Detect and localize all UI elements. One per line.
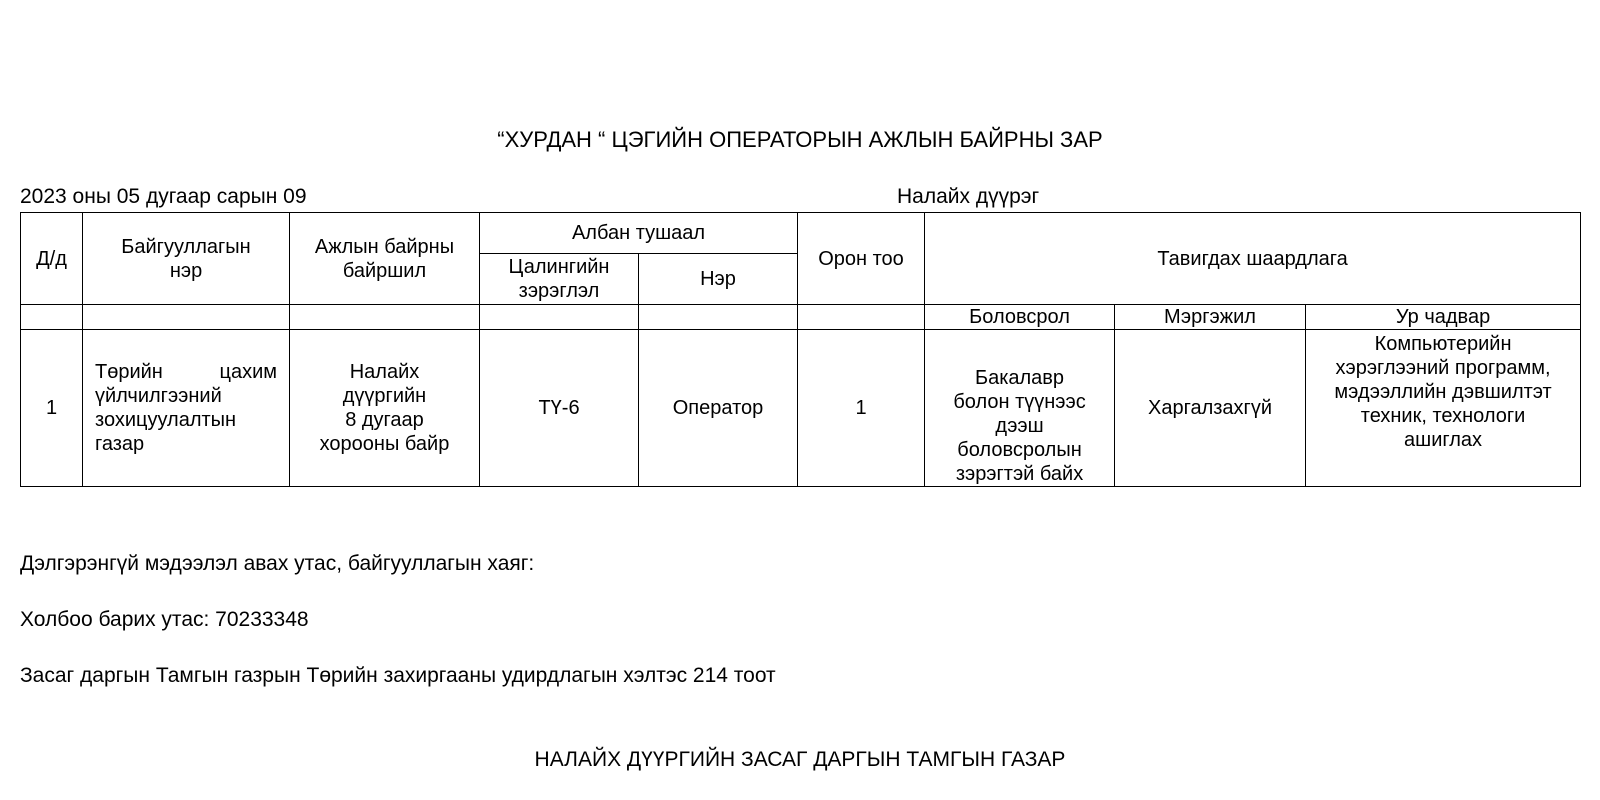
cell-education-line: болон түүнээс xyxy=(953,391,1086,413)
cell-education-line: дээш xyxy=(995,415,1044,437)
cell-profession: Харгалзахгүй xyxy=(1115,330,1306,487)
job-table xyxy=(20,212,1581,487)
header-org-name-line: Байгууллагын xyxy=(121,235,251,258)
document-date: 2023 оны 05 дугаар сарын 09 xyxy=(20,185,307,208)
header-index: Д/д xyxy=(21,213,83,305)
cell-index: 1 xyxy=(21,330,83,487)
cell-skills-line: хэрэглээний программ, xyxy=(1335,357,1551,379)
header-profession: Мэргэжил xyxy=(1115,305,1306,330)
contact-info-heading: Дэлгэрэнгүй мэдээлэл авах утас, байгууллагын хаяг: xyxy=(20,552,535,575)
cell-salary-grade: ТҮ-6 xyxy=(480,330,639,487)
issuing-organization: НАЛАЙХ ДҮҮРГИЙН ЗАСАГ ДАРГЫН ТАМГЫН ГАЗАР xyxy=(534,748,1066,771)
header-location xyxy=(290,213,480,305)
cell-location xyxy=(290,330,480,487)
empty-cell xyxy=(798,305,925,330)
cell-skills-line: мэдээллийн дэвшилтэт xyxy=(1334,381,1552,403)
cell-org-name-line: Төрийн цахим xyxy=(95,361,277,383)
cell-skills-line: Компьютерийн xyxy=(1374,333,1512,355)
empty-cell xyxy=(21,305,83,330)
cell-location-line: дүүргийн xyxy=(342,385,427,407)
cell-org-name-line: үйлчилгээний xyxy=(95,385,222,407)
table-row xyxy=(21,330,1581,487)
header-location-line: Ажлын байрны xyxy=(314,235,455,258)
header-education: Боловсрол xyxy=(925,305,1115,330)
cell-location-line: хорооны байр xyxy=(319,433,450,455)
cell-location-line: 8 дугаар xyxy=(345,409,424,431)
cell-org-name-line: зохицуулалтын xyxy=(95,409,237,431)
cell-org-name xyxy=(83,330,290,487)
header-position-name: Нэр xyxy=(639,254,798,305)
cell-education-line: боловсролын xyxy=(957,439,1082,461)
header-org-name xyxy=(83,213,290,305)
cell-skills xyxy=(1306,330,1581,487)
header-count: Орон тоо xyxy=(798,213,925,305)
header-position: Албан тушаал xyxy=(480,213,798,254)
cell-count: 1 xyxy=(798,330,925,487)
cell-skills-line: техник, технологи xyxy=(1360,405,1526,427)
cell-skills-line: ашиглах xyxy=(1404,429,1483,451)
contact-phone: Холбоо барих утас: 70233348 xyxy=(20,608,309,631)
cell-education xyxy=(925,330,1115,487)
header-row-1 xyxy=(21,213,1581,254)
cell-education-line: Бакалавр xyxy=(974,367,1065,389)
header-salary-grade-line: зэрэглэл xyxy=(518,280,600,302)
header-salary-grade-line: Цалингийн xyxy=(508,256,610,278)
contact-address: Засаг даргын Тамгын газрын Төрийн захиргааны удирдлагын хэлтэс 214 тоот xyxy=(20,664,776,687)
header-requirements: Тавигдах шаардлага xyxy=(925,213,1581,305)
cell-org-name-line: газар xyxy=(95,433,145,455)
header-location-line: байршил xyxy=(342,259,427,282)
cell-position-name: Оператор xyxy=(639,330,798,487)
cell-education-line: зэрэгтэй байх xyxy=(955,463,1084,485)
empty-cell xyxy=(290,305,480,330)
header-row-3 xyxy=(21,305,1581,330)
header-skills: Ур чадвар xyxy=(1306,305,1581,330)
empty-cell xyxy=(480,305,639,330)
header-org-name-line: нэр xyxy=(169,259,203,282)
document-title: “ХУРДАН “ ЦЭГИЙН ОПЕРАТОРЫН АЖЛЫН БАЙРНЫ ЗАР xyxy=(497,127,1103,152)
header-salary-grade xyxy=(480,254,639,305)
empty-cell xyxy=(83,305,290,330)
empty-cell xyxy=(639,305,798,330)
cell-location-line: Налайх xyxy=(349,361,420,383)
document-district: Налайх дүүрэг xyxy=(897,185,1040,208)
